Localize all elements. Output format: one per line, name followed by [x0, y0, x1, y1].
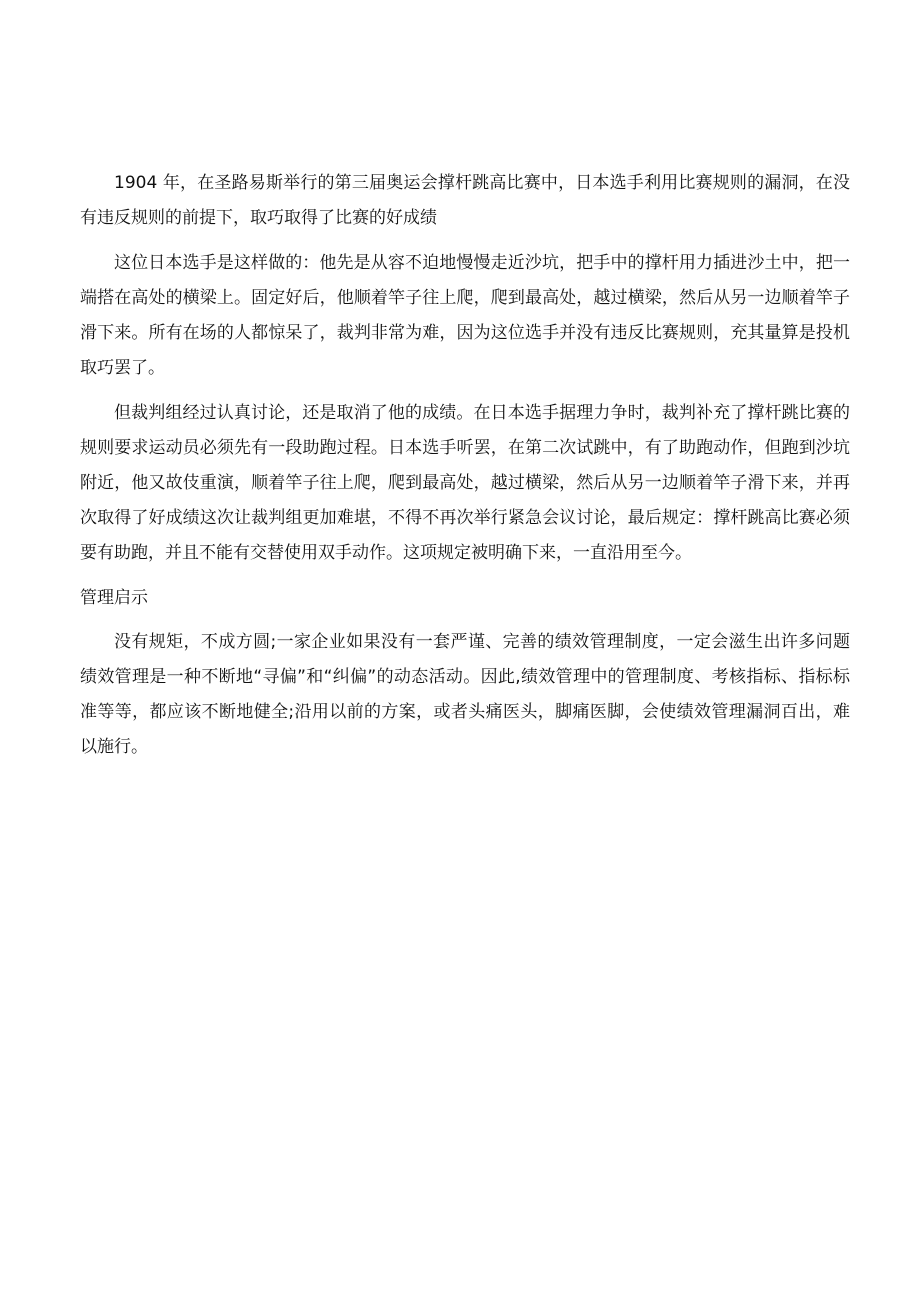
paragraph-japanese-athlete-method: 这位日本选手是这样做的：他先是从容不迫地慢慢走近沙坑，把手中的撑杆用力插进沙土中，把一端搭在高处的横梁上。固定好后，他顺着竿子往上爬，爬到最高处，越过横梁，然后从另一边顺着竿子滑下来。所有在场的人都惊呆了，裁判非常为难，因为这位选手并没有违反比赛规则，充其量算是投机取巧罢了。 — [80, 253, 850, 378]
section-heading-management-insight: 管理启示 — [80, 588, 148, 608]
document-body — [80, 166, 850, 775]
paragraph-management-insight: 没有规矩，不成方圆;一家企业如果没有一套严谨、完善的绩效管理制度，一定会滋生出许多问题绩效管理是一种不断地“寻偏”和“纠偏”的动态活动。因此,绩效管理中的管理制度、考核指标、指标标准等等，都应该不断地健全;沿用以前的方案，或者头痛医头，脚痛医脚，会使绩效管理漏洞百出，难以施行。 — [80, 632, 850, 757]
paragraph-referee-decision: 但裁判组经过认真讨论，还是取消了他的成绩。在日本选手据理力争时，裁判补充了撑杆跳比赛的规则要求运动员必须先有一段助跑过程。日本选手听罢，在第二次试跳中，有了助跑动作，但跑到沙坑附近，他又故伎重演，顺着竿子往上爬，爬到最高处，越过横梁，然后从另一边顺着竿子滑下来，并再次取得了好成绩这次让裁判组更加难堪，不得不再次举行紧急会议讨论，最后规定：撑杆跳高比赛必须要有助跑，并且不能有交替使用双手动作。这项规定被明确下来，一直沿用至今。 — [80, 403, 850, 563]
paragraph-pole-vault-intro: 1904 年，在圣路易斯举行的第三届奥运会撑杆跳高比赛中，日本选手利用比赛规则的漏洞，在没有违反规则的前提下，取巧取得了比赛的好成绩 — [80, 173, 850, 228]
